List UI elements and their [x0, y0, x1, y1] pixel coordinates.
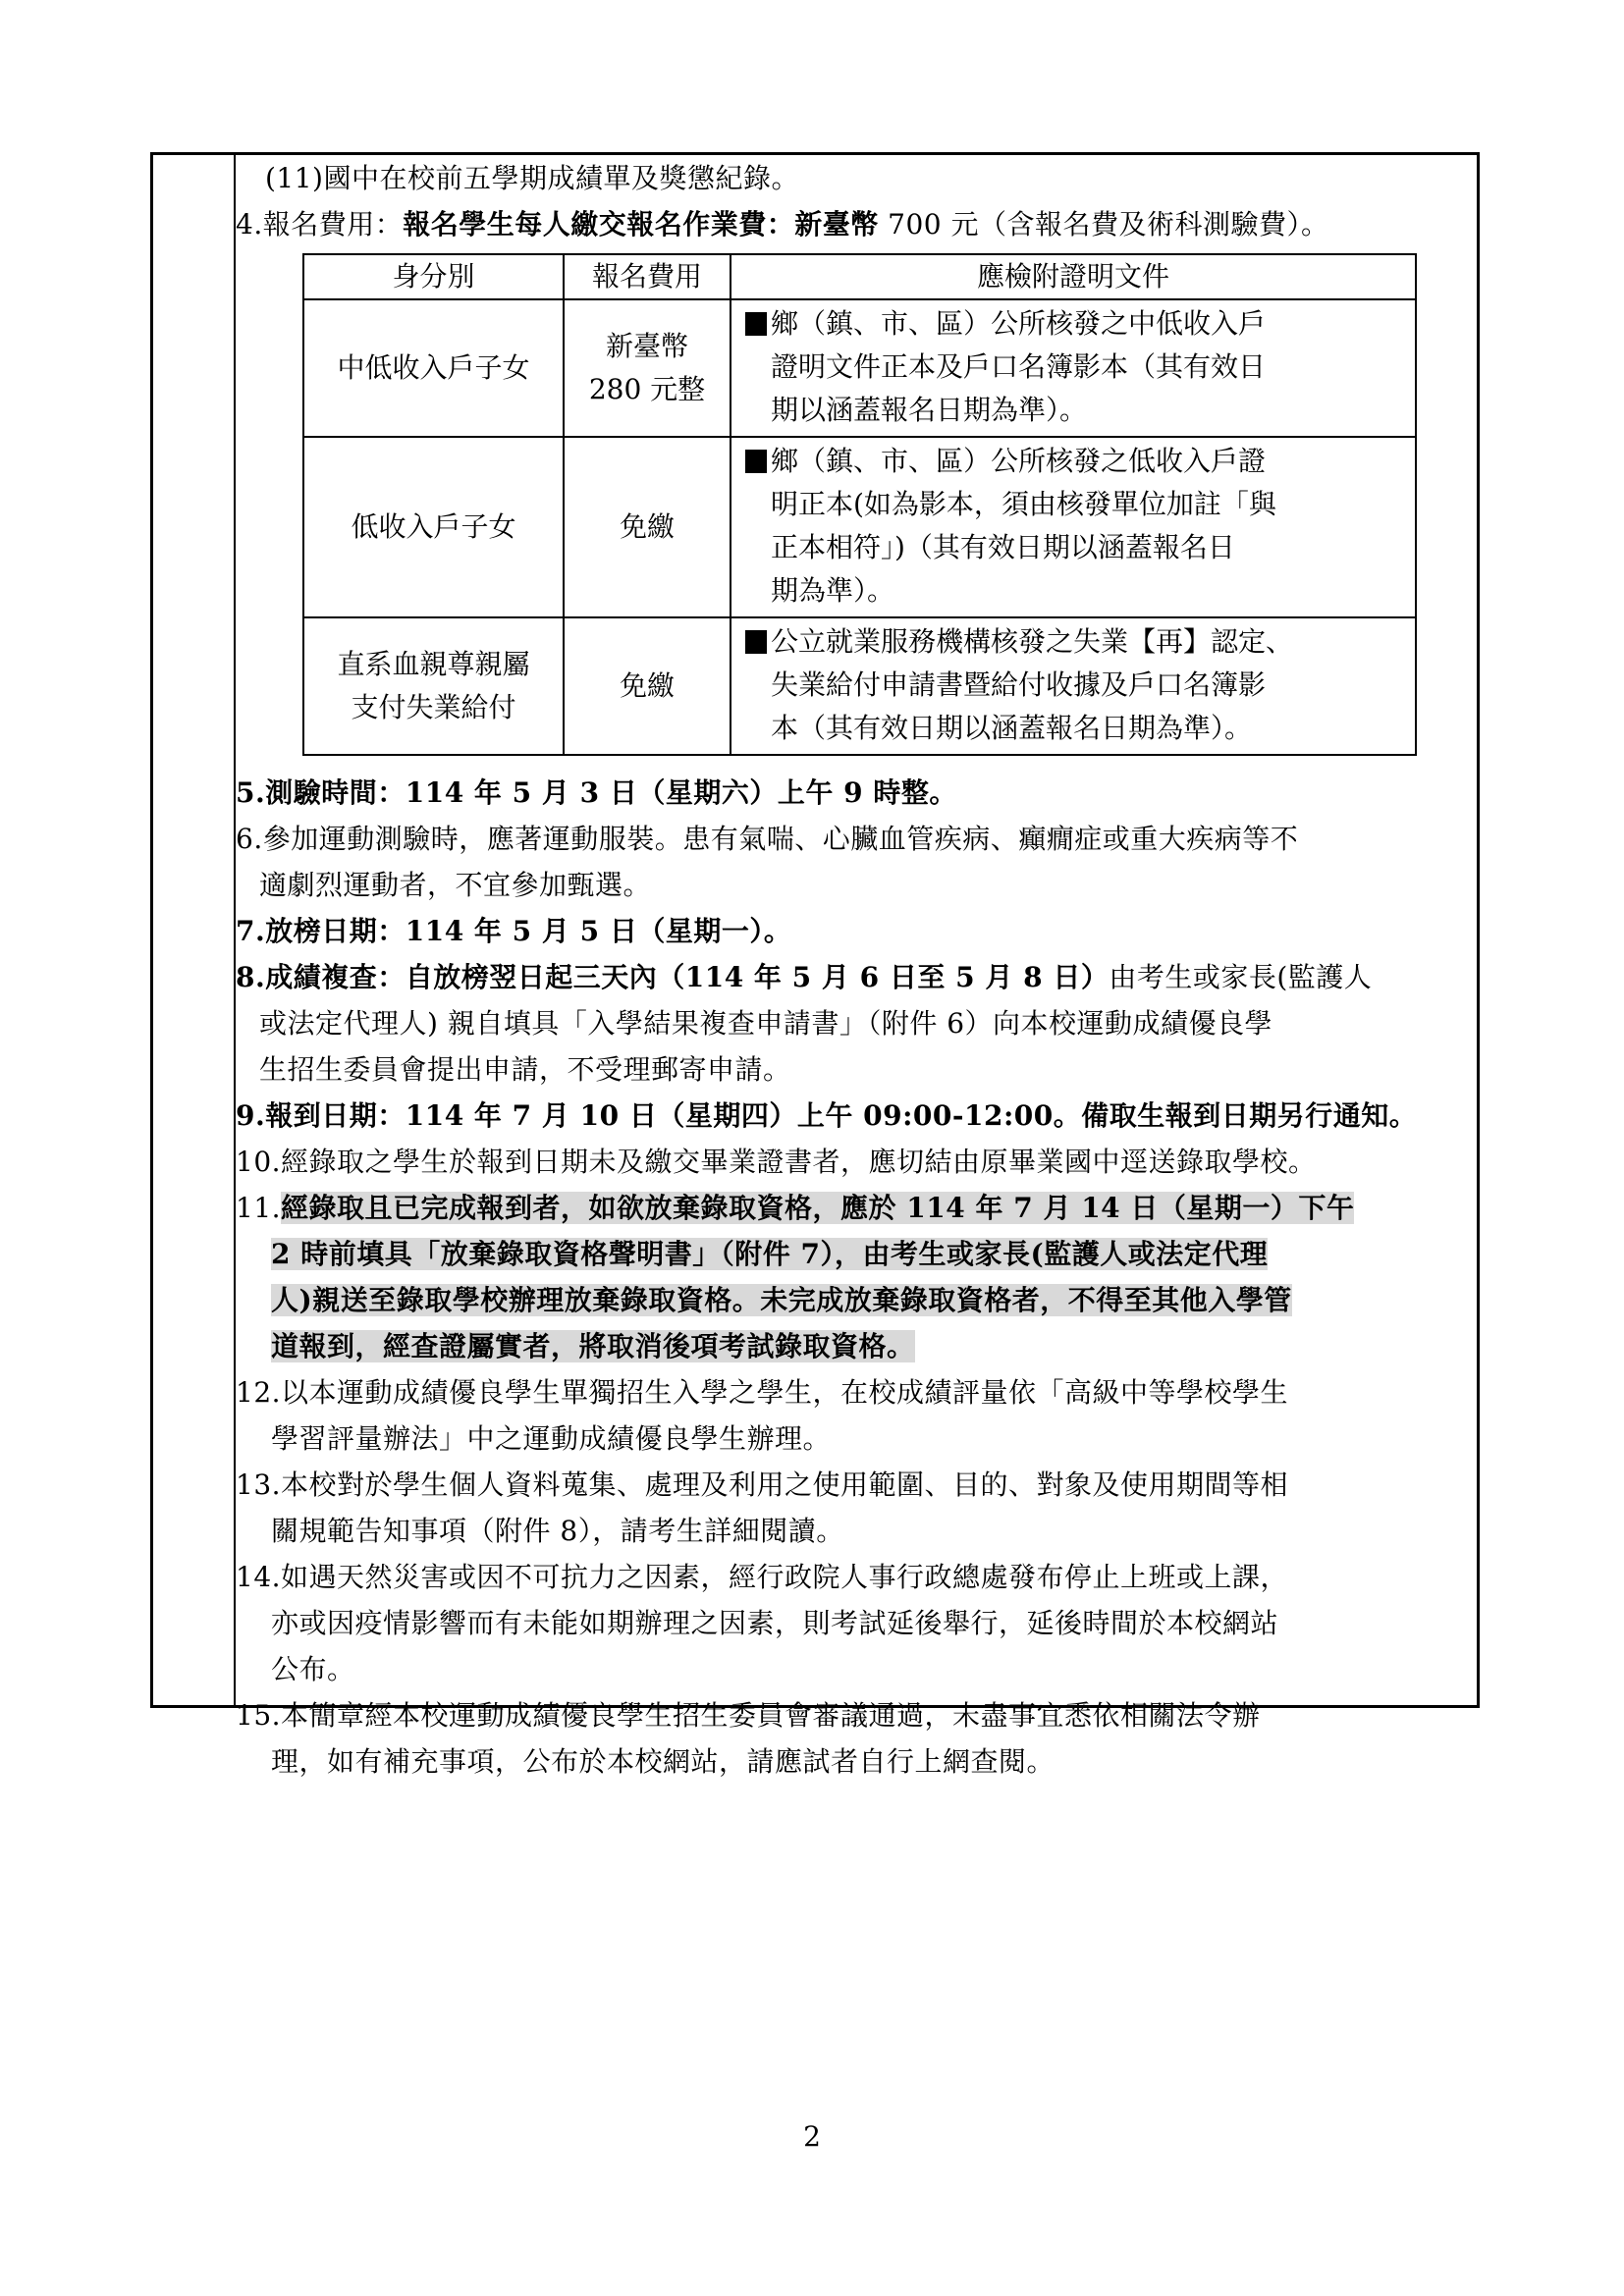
item-11-line-4: 道報到，經查證屬實者，將取消後項考試錄取資格。 [271, 1330, 915, 1362]
item-4-fee: 4.報名費用：報名學生每人繳交報名作業費：新臺幣 700 元（含報名費及術科測驗費）。 [236, 208, 1329, 240]
col-header-proof: 應檢附證明文件 [731, 254, 1416, 299]
item-13-line-2: 關規範告知事項（附件 8），請考生詳細閱讀。 [271, 1515, 844, 1547]
item-12-line-1: 12.以本運動成績優良學生單獨招生入學之學生，在校成績評量依「高級中等學校學生 [236, 1376, 1289, 1409]
item-10: 10.經錄取之學生於報到日期未及繳交畢業證書者，應切結由原畢業國中逕送錄取學校。 [236, 1146, 1317, 1178]
document-body [236, 155, 1475, 1785]
item-15-line-2: 理，如有補充事項，公布於本校網站，請應試者自行上網查閱。 [271, 1745, 1056, 1778]
bullet-square-icon [745, 630, 767, 654]
item-9-report-date: 9.報到日期：114 年 7 月 10 日（星期四）上午 09:00-12:00。備取生報到日期另行通知。 [236, 1099, 1418, 1132]
identity-cell: 中低收入戶子女 [303, 299, 564, 437]
item-11-line-3: 人)親送至錄取學校辦理放棄錄取資格。未完成放棄錄取資格者，不得至其他入學管 [271, 1284, 1292, 1316]
fee-table-header [303, 254, 1416, 299]
item-12-line-2: 學習評量辦法」中之運動成績優良學生辦理。 [271, 1422, 832, 1455]
item-13-line-1: 13.本校對於學生個人資料蒐集、處理及利用之使用範圍、目的、對象及使用期間等相 [236, 1468, 1289, 1501]
page-number: 2 [803, 2120, 821, 2153]
fee-table [302, 253, 1417, 756]
fee-cell: 新臺幣 280 元整 [564, 299, 731, 437]
proof-cell: 鄉（鎮、市、區）公所核發之低收入戶證 明正本(如為影本，須由核發單位加註「與 正本相符」)（其有效日期以涵蓋報名日 期為準）。 [731, 437, 1416, 617]
bullet-square-icon [745, 312, 767, 336]
table-row [303, 617, 1416, 755]
item-14-line-2: 亦或因疫情影響而有未能如期辦理之因素，則考試延後舉行，延後時間於本校網站 [271, 1607, 1279, 1639]
bullet-square-icon [745, 450, 767, 473]
fee-cell: 免繳 [564, 437, 731, 617]
item-11-line-1: 11.經錄取且已完成報到者，如欲放棄錄取資格，應於 114 年 7 月 14 日（星期一）下午 [236, 1192, 1355, 1224]
item-6-line-1: 6.參加運動測驗時，應著運動服裝。患有氣喘、心臟血管疾病、癲癇症或重大疾病等不 [236, 823, 1299, 855]
item-8-line-1: 8.成績複查：自放榜翌日起三天內（114 年 5 月 6 日至 5 月 8 日）由考生或家長(監護人 [236, 961, 1373, 993]
proof-cell: 公立就業服務機構核發之失業【再】認定、 失業給付申請書暨給付收據及戶口名簿影 本（其有效日期以涵蓋報名日期為準）。 [731, 617, 1416, 755]
item-8-line-3: 生招生委員會提出申請，不受理郵寄申請。 [259, 1053, 791, 1086]
proof-cell: 鄉（鎮、市、區）公所核發之中低收入戶 證明文件正本及戶口名簿影本（其有效日 期以涵蓋報名日期為準）。 [731, 299, 1416, 437]
identity-cell: 低收入戶子女 [303, 437, 564, 617]
col-header-fee: 報名費用 [564, 254, 731, 299]
item-6-line-2: 適劇烈運動者，不宜參加甄選。 [259, 869, 652, 901]
item-15-line-1: 15.本簡章經本校運動成績優良學生招生委員會審議通過，未盡事宜悉依相關法令辦 [236, 1699, 1261, 1732]
item-8-line-2: 或法定代理人) 親自填具「入學結果複查申請書」（附件 6）向本校運動成績優良學 [259, 1007, 1273, 1040]
identity-cell: 直系血親尊親屬 支付失業給付 [303, 617, 564, 755]
item-5-test-time: 5.測驗時間：114 年 5 月 3 日（星期六）上午 9 時整。 [236, 776, 957, 809]
table-row [303, 299, 1416, 437]
item-11-line-2: 2 時前填具「放棄錄取資格聲明書」（附件 7），由考生或家長(監護人或法定代理 [271, 1238, 1269, 1270]
fee-cell: 免繳 [564, 617, 731, 755]
item-14-line-3: 公布。 [271, 1653, 355, 1685]
item-11-sub: (11)國中在校前五學期成績單及獎懲紀錄。 [265, 162, 799, 194]
col-header-identity: 身分別 [303, 254, 564, 299]
item-7-release-date: 7.放榜日期：114 年 5 月 5 日（星期一）。 [236, 915, 792, 947]
table-row [303, 437, 1416, 617]
item-14-line-1: 14.如遇天然災害或因不可抗力之因素，經行政院人事行政總處發布停止上班或上課， [236, 1561, 1289, 1593]
